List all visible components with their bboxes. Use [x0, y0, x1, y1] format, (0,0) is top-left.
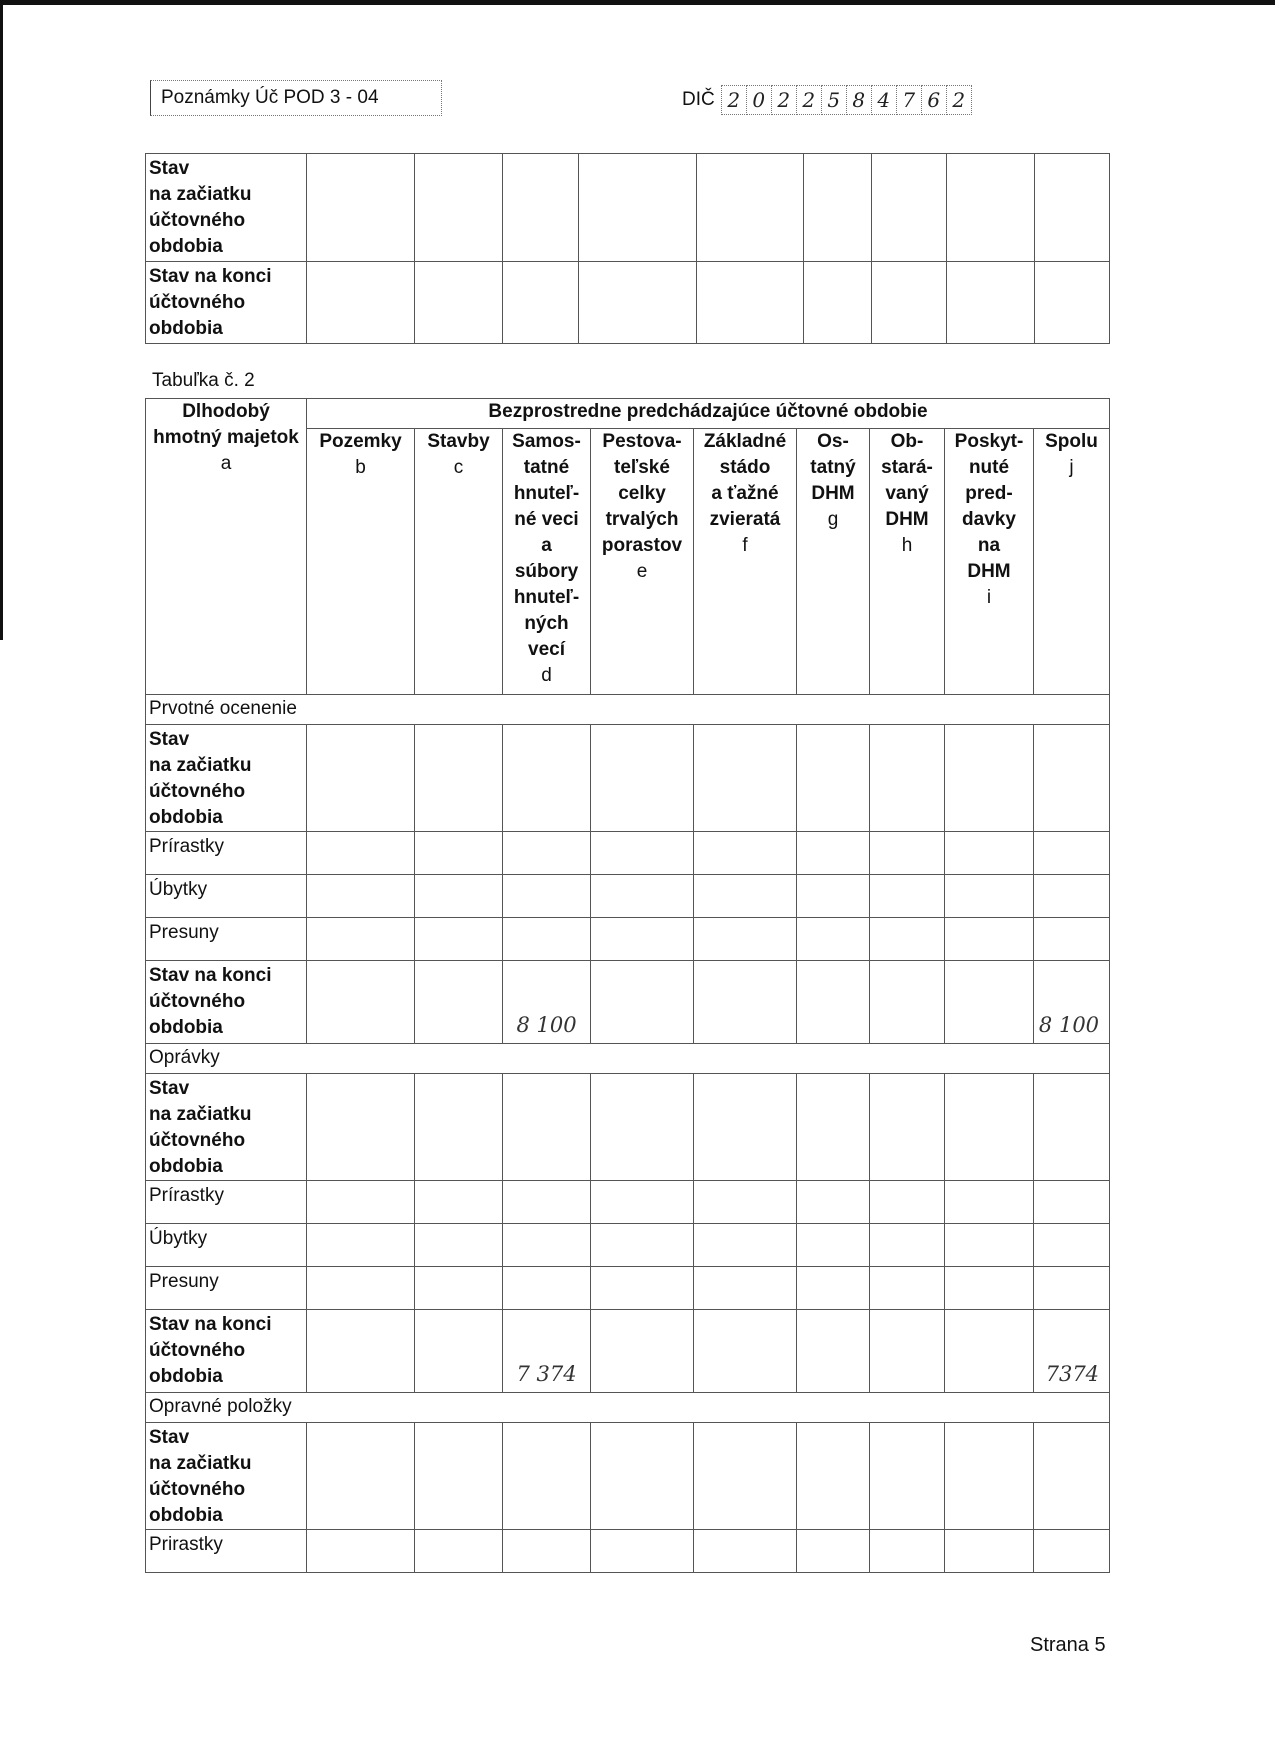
- data-cell[interactable]: [307, 262, 415, 344]
- data-cell[interactable]: [870, 918, 945, 961]
- header-row: [146, 399, 1110, 429]
- dic-digit: 4: [872, 85, 897, 115]
- data-cell[interactable]: [503, 1423, 591, 1530]
- section-row: [146, 695, 1110, 725]
- data-cell[interactable]: [307, 725, 415, 832]
- handwritten-value[interactable]: 7 374: [503, 1310, 591, 1393]
- data-cell[interactable]: [1034, 1181, 1110, 1224]
- data-cell[interactable]: [694, 875, 797, 918]
- data-cell[interactable]: [415, 1310, 503, 1393]
- data-cell[interactable]: [415, 262, 503, 344]
- data-cell[interactable]: [503, 875, 591, 918]
- table-row: [146, 154, 1110, 262]
- data-cell[interactable]: [591, 1310, 694, 1393]
- data-cell[interactable]: [797, 1267, 870, 1310]
- row-label: Prírastky: [146, 1181, 307, 1224]
- dic-digit: 8: [847, 85, 872, 115]
- dic-digit: 2: [722, 85, 747, 115]
- data-cell[interactable]: [579, 154, 697, 262]
- data-cell[interactable]: [870, 1224, 945, 1267]
- data-cell[interactable]: [945, 1423, 1034, 1530]
- dic-digit: 2: [772, 85, 797, 115]
- data-cell[interactable]: [307, 154, 415, 262]
- data-cell[interactable]: [503, 154, 579, 262]
- handwritten-value[interactable]: 8 100: [1034, 961, 1110, 1044]
- data-cell[interactable]: [797, 725, 870, 832]
- data-cell[interactable]: [503, 832, 591, 875]
- data-cell[interactable]: [503, 1267, 591, 1310]
- data-cell[interactable]: [579, 262, 697, 344]
- data-cell[interactable]: [307, 1181, 415, 1224]
- table-row: [146, 961, 1110, 1044]
- data-cell[interactable]: [697, 154, 804, 262]
- data-cell[interactable]: [1034, 918, 1110, 961]
- data-cell[interactable]: [503, 1181, 591, 1224]
- row-label: Stav na začiatku účtovného obdobia: [146, 1423, 307, 1530]
- data-cell[interactable]: [870, 961, 945, 1044]
- data-cell[interactable]: [804, 262, 872, 344]
- scan-top-border: [0, 0, 1275, 5]
- row-label: Stav na konci účtovného obdobia: [146, 961, 307, 1044]
- data-cell[interactable]: [797, 1181, 870, 1224]
- column-header-e: Pestova- teľské celky trvalých porastov e: [591, 429, 694, 695]
- data-cell[interactable]: [591, 875, 694, 918]
- data-cell[interactable]: [415, 918, 503, 961]
- data-cell[interactable]: [1034, 1423, 1110, 1530]
- data-cell[interactable]: [947, 262, 1035, 344]
- data-cell[interactable]: [872, 262, 947, 344]
- row-label: Stav na začiatku účtovného obdobia: [146, 154, 307, 262]
- row-label: Presuny: [146, 1267, 307, 1310]
- data-cell[interactable]: [415, 875, 503, 918]
- data-cell[interactable]: [1034, 725, 1110, 832]
- column-header-g: Os- tatný DHM g: [797, 429, 870, 695]
- table-1-continuation: [145, 153, 1110, 344]
- data-cell[interactable]: [591, 1530, 694, 1573]
- section-row: [146, 1044, 1110, 1074]
- table-row: [146, 1530, 1110, 1573]
- data-cell[interactable]: [870, 832, 945, 875]
- data-cell[interactable]: [503, 1530, 591, 1573]
- dic-digit: 5: [822, 85, 847, 115]
- data-cell[interactable]: [945, 961, 1034, 1044]
- data-cell[interactable]: [945, 1224, 1034, 1267]
- row-label: Úbytky: [146, 1224, 307, 1267]
- table-row: [146, 1423, 1110, 1530]
- data-cell[interactable]: [1034, 1267, 1110, 1310]
- data-cell[interactable]: [945, 725, 1034, 832]
- table-row: [146, 1224, 1110, 1267]
- section-row: [146, 1393, 1110, 1423]
- data-cell[interactable]: [307, 1423, 415, 1530]
- data-cell[interactable]: [694, 1310, 797, 1393]
- data-cell[interactable]: [945, 832, 1034, 875]
- data-cell[interactable]: [307, 1310, 415, 1393]
- row-label: Prirastky: [146, 1530, 307, 1573]
- data-cell[interactable]: [697, 262, 804, 344]
- column-header-i: Poskyt- nuté pred- davky na DHM i: [945, 429, 1034, 695]
- table-row: [146, 262, 1110, 344]
- data-cell[interactable]: [797, 1530, 870, 1573]
- data-cell[interactable]: [591, 1224, 694, 1267]
- data-cell[interactable]: [415, 1530, 503, 1573]
- data-cell[interactable]: [415, 1074, 503, 1181]
- data-cell[interactable]: [591, 1181, 694, 1224]
- data-cell[interactable]: [415, 1224, 503, 1267]
- data-cell[interactable]: [591, 725, 694, 832]
- data-cell[interactable]: [307, 918, 415, 961]
- data-cell[interactable]: [945, 1074, 1034, 1181]
- section-title-opravky: Oprávky: [146, 1044, 1110, 1074]
- data-cell[interactable]: [307, 1074, 415, 1181]
- data-cell[interactable]: [415, 725, 503, 832]
- data-cell[interactable]: [870, 1267, 945, 1310]
- data-cell[interactable]: [694, 1224, 797, 1267]
- data-cell[interactable]: [1034, 1530, 1110, 1573]
- data-cell[interactable]: [797, 1310, 870, 1393]
- data-cell[interactable]: [503, 262, 579, 344]
- data-cell[interactable]: [797, 1224, 870, 1267]
- table-row: [146, 875, 1110, 918]
- table-row: [146, 1181, 1110, 1224]
- table-row: [146, 918, 1110, 961]
- dic-label: DIČ: [682, 89, 715, 110]
- data-cell[interactable]: [307, 1224, 415, 1267]
- dic-digit: 7: [897, 85, 922, 115]
- scan-left-border: [0, 0, 3, 640]
- column-header-h: Ob- stará- vaný DHM h: [870, 429, 945, 695]
- data-cell[interactable]: [945, 918, 1034, 961]
- data-cell[interactable]: [415, 154, 503, 262]
- data-cell[interactable]: [415, 832, 503, 875]
- row-label: Stav na konci účtovného obdobia: [146, 262, 307, 344]
- data-cell[interactable]: [797, 918, 870, 961]
- data-cell[interactable]: [694, 1530, 797, 1573]
- data-cell[interactable]: [797, 1423, 870, 1530]
- group-header: Bezprostredne predchádzajúce účtovné obdobie: [307, 399, 1110, 429]
- data-cell[interactable]: [870, 1530, 945, 1573]
- data-cell[interactable]: [797, 832, 870, 875]
- form-code: Poznámky Úč POD 3 - 04: [150, 80, 442, 116]
- section-title-prvotne: Prvotné ocenenie: [146, 695, 1110, 725]
- dic-field: [682, 84, 972, 116]
- table-row: [146, 1267, 1110, 1310]
- row-label: Stav na konci účtovného obdobia: [146, 1310, 307, 1393]
- table-row: [146, 1310, 1110, 1393]
- data-cell[interactable]: [1034, 1224, 1110, 1267]
- data-cell[interactable]: [415, 1423, 503, 1530]
- data-cell[interactable]: [415, 1267, 503, 1310]
- data-cell[interactable]: [872, 154, 947, 262]
- row-label: Úbytky: [146, 875, 307, 918]
- data-cell[interactable]: [415, 1181, 503, 1224]
- data-cell[interactable]: [591, 1423, 694, 1530]
- dic-digit: 0: [747, 85, 772, 115]
- data-cell[interactable]: [591, 918, 694, 961]
- data-cell[interactable]: [694, 1267, 797, 1310]
- data-cell[interactable]: [591, 1074, 694, 1181]
- dic-digit-boxes: [721, 85, 972, 115]
- data-cell[interactable]: [1035, 154, 1110, 262]
- dic-digit: 2: [797, 85, 822, 115]
- row-label: Stav na začiatku účtovného obdobia: [146, 1074, 307, 1181]
- table-2: [145, 398, 1110, 1573]
- dic-digit: 6: [922, 85, 947, 115]
- data-cell[interactable]: [1035, 262, 1110, 344]
- data-cell[interactable]: [503, 1074, 591, 1181]
- data-cell[interactable]: [1034, 1074, 1110, 1181]
- page-number: Strana 5: [1030, 1634, 1106, 1656]
- data-cell[interactable]: [947, 154, 1035, 262]
- data-cell[interactable]: [307, 961, 415, 1044]
- data-cell[interactable]: [694, 1181, 797, 1224]
- data-cell[interactable]: [307, 1267, 415, 1310]
- data-cell[interactable]: [797, 1074, 870, 1181]
- data-cell[interactable]: [591, 1267, 694, 1310]
- data-cell[interactable]: [694, 918, 797, 961]
- row-label: Prírastky: [146, 832, 307, 875]
- row-label: Stav na začiatku účtovného obdobia: [146, 725, 307, 832]
- data-cell[interactable]: [503, 1224, 591, 1267]
- data-cell[interactable]: [797, 875, 870, 918]
- handwritten-value[interactable]: 7374: [1034, 1310, 1110, 1393]
- data-cell[interactable]: [945, 1530, 1034, 1573]
- data-cell[interactable]: [591, 961, 694, 1044]
- data-cell[interactable]: [804, 154, 872, 262]
- table-row: [146, 832, 1110, 875]
- column-header-b: Pozemky b: [307, 429, 415, 695]
- column-header-f: Základné stádo a ťažné zvieratá f: [694, 429, 797, 695]
- data-cell[interactable]: [694, 1074, 797, 1181]
- data-cell[interactable]: [694, 725, 797, 832]
- data-cell[interactable]: [945, 875, 1034, 918]
- data-cell[interactable]: [307, 832, 415, 875]
- data-cell[interactable]: [870, 1423, 945, 1530]
- data-cell[interactable]: [870, 725, 945, 832]
- column-header-d: Samos- tatné hnuteľ- né veci a súbory hnuteľ- ných vecí d: [503, 429, 591, 695]
- column-header-a: Dlhodobý hmotný majetok a: [146, 399, 307, 695]
- data-cell[interactable]: [503, 918, 591, 961]
- data-cell[interactable]: [945, 1310, 1034, 1393]
- data-cell[interactable]: [945, 1267, 1034, 1310]
- row-label: Presuny: [146, 918, 307, 961]
- data-cell[interactable]: [797, 961, 870, 1044]
- data-cell[interactable]: [694, 1423, 797, 1530]
- table-title: Tabuľka č. 2: [152, 370, 255, 391]
- data-cell[interactable]: [694, 832, 797, 875]
- data-cell[interactable]: [503, 725, 591, 832]
- data-cell[interactable]: [1034, 832, 1110, 875]
- data-cell[interactable]: [694, 961, 797, 1044]
- column-header-c: Stavby c: [415, 429, 503, 695]
- dic-digit: 2: [947, 85, 972, 115]
- data-cell[interactable]: [1034, 875, 1110, 918]
- handwritten-value[interactable]: 8 100: [503, 961, 591, 1044]
- table-row: [146, 1074, 1110, 1181]
- data-cell[interactable]: [415, 961, 503, 1044]
- data-cell[interactable]: [307, 1530, 415, 1573]
- section-title-opravne: Opravné položky: [146, 1393, 1110, 1423]
- data-cell[interactable]: [870, 1074, 945, 1181]
- data-cell[interactable]: [870, 1181, 945, 1224]
- data-cell[interactable]: [870, 1310, 945, 1393]
- data-cell[interactable]: [591, 832, 694, 875]
- data-cell[interactable]: [870, 875, 945, 918]
- data-cell[interactable]: [945, 1181, 1034, 1224]
- column-header-j: Spolu j: [1034, 429, 1110, 695]
- table-row: [146, 725, 1110, 832]
- data-cell[interactable]: [307, 875, 415, 918]
